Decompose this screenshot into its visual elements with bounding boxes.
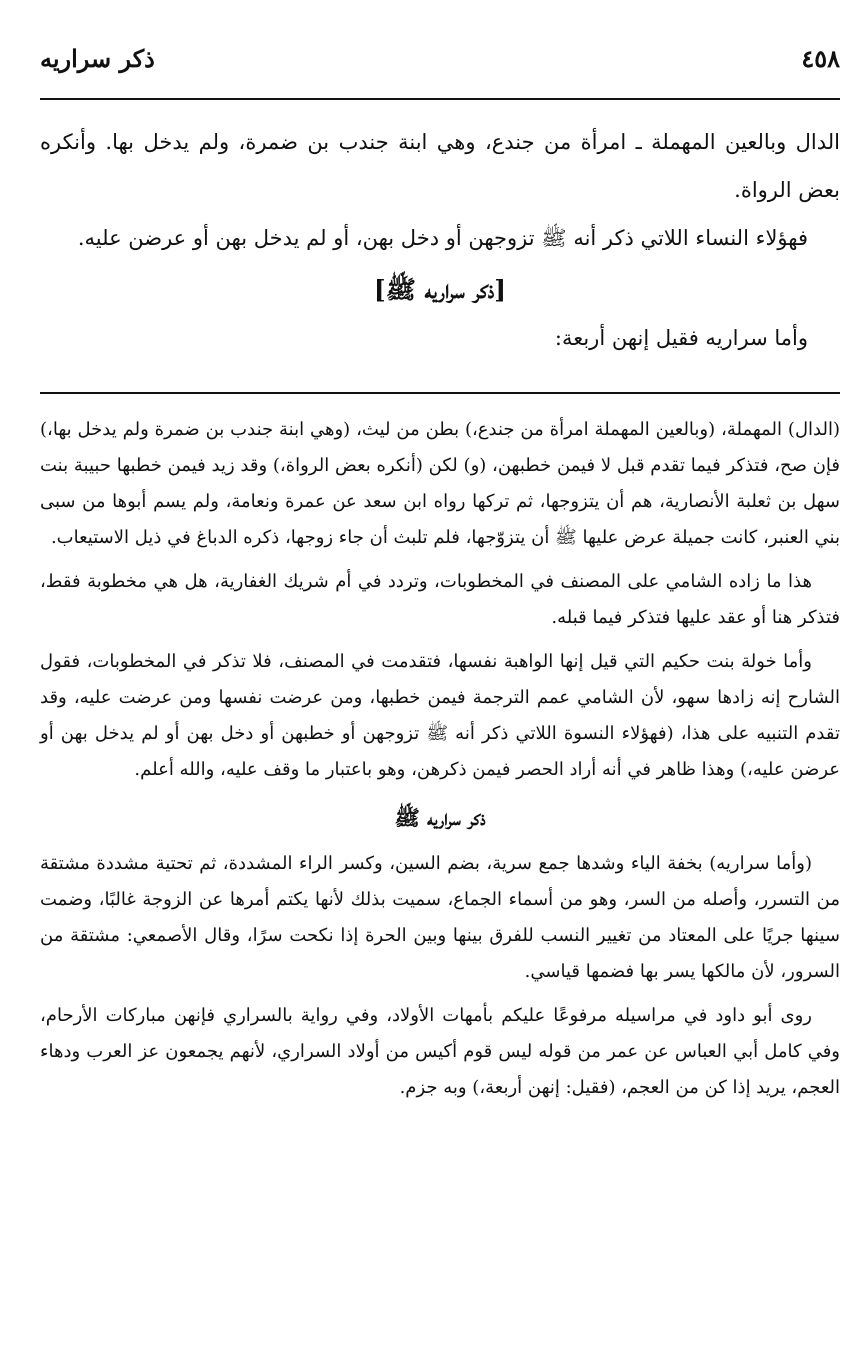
main-text [40,118,840,362]
commentary-divider [40,392,840,394]
running-header [40,40,840,76]
main-paragraph-2: فهؤلاء النساء اللاتي ذكر أنه ﷺ تزوجهن أو دخل بهن، أو لم يدخل بهن أو عرضن عليه. [77,226,808,250]
header-rule [40,98,840,100]
commentary-paragraph-5: روى أبو داود في مراسيله مرفوعًا عليكم بأمهات الأولاد، وفي رواية بالسراري فإنهن مباركات الأرحام، وفي كامل أبي العباس عن عمر من قوله ليس قوم أكيس من أولاد السراري، لأنهم يجمعون عز العرب ودهاء العجم، يريد إذا كن من العجم، (فقيل: إنهن أربعة،) وبه جزم. [40,1004,840,1098]
section-title: [ذكر سراريه ﷺ] [373,275,507,304]
page-number: ٤٥٨ [801,43,840,73]
commentary-section-title: ذكر سراريه ﷺ [394,804,486,830]
commentary-paragraph-4: (وأما سراريه) بخفة الياء وشدها جمع سرية، بضم السين، وكسر الراء المشددة، ثم تحتية مشددة مشتقة من التسرر، وأصله من السر، وهو من أسماء الجماع، سميت بذلك لأنها يكتم أمرها عن الزوجة غالبًا، وضمت سينها جريًا على المعتاد من تغيير النسب للفرق بينها وبين الحرة إذا نكحت سرًا، وقال الأصمعي: مشتقة من السرور، لأن مالكها يسر بها فضمها قياسي. [40,852,840,982]
main-paragraph-1: الدال وبالعين المهملة ـ امرأة من جندع، وهي ابنة جندب بن ضمرة، ولم يدخل بها. وأنكره بعض الرواة. [40,130,840,202]
commentary-paragraph-2: هذا ما زاده الشامي على المصنف في المخطوبات، وتردد في أم شريك الغفارية، هل هي مخطوبة فقط، فتذكر هنا أو عقد عليها فتذكر فيما قبله. [40,570,840,628]
commentary-paragraph-1: (الدال) المهملة، (وبالعين المهملة امرأة من جندع،) بطن من ليث، (وهي ابنة جندب بن ضمرة ولم يدخل بها،) فإن صح، فتذكر فيما تقدم قبل لا فيمن خطبهن، (و) لكن (أنكره بعض الرواة،) وقد زيد فيمن خطبها حبيبة بنت سهل بن ثعلبة الأنصارية، هم أن يتزوجها، ثم تركها رواه ابن سعد عن عمرة ونعامة، ولم يسم أبوها من سبى بني العنبر، كانت جميلة عرض عليها ﷺ أن يتزوّجها، فلم تلبث أن جاء زوجها، ذكره الدباغ في ذيل الاستيعاب. [40,418,840,548]
commentary [40,412,840,1106]
book-page [40,40,840,1340]
commentary-paragraph-3: وأما خولة بنت حكيم التي قيل إنها الواهبة نفسها، فتقدمت في المصنف، فلا تذكر في المخطوبات، فقول الشارح إنه زادها سهو، لأن الشامي عمم الترجمة فيمن خطبها، ومن عرضت نفسها ومن عرضت عليه، وقد تقدم التنبيه على هذا، (فهؤلاء النسوة اللاتي ذكر أنه ﷺ تزوجهن أو خطبهن أو دخل بهن أو لم يدخل بهن أو عرضن عليه،) وهذا ظاهر في أنه أراد الحصر فيمن ذكرهن، وهو باعتبار ما وقف عليه، والله أعلم. [40,650,840,780]
running-title: ذكر سراريه [40,43,155,73]
main-paragraph-3: وأما سراريه فقيل إنهن أربعة: [554,326,808,350]
